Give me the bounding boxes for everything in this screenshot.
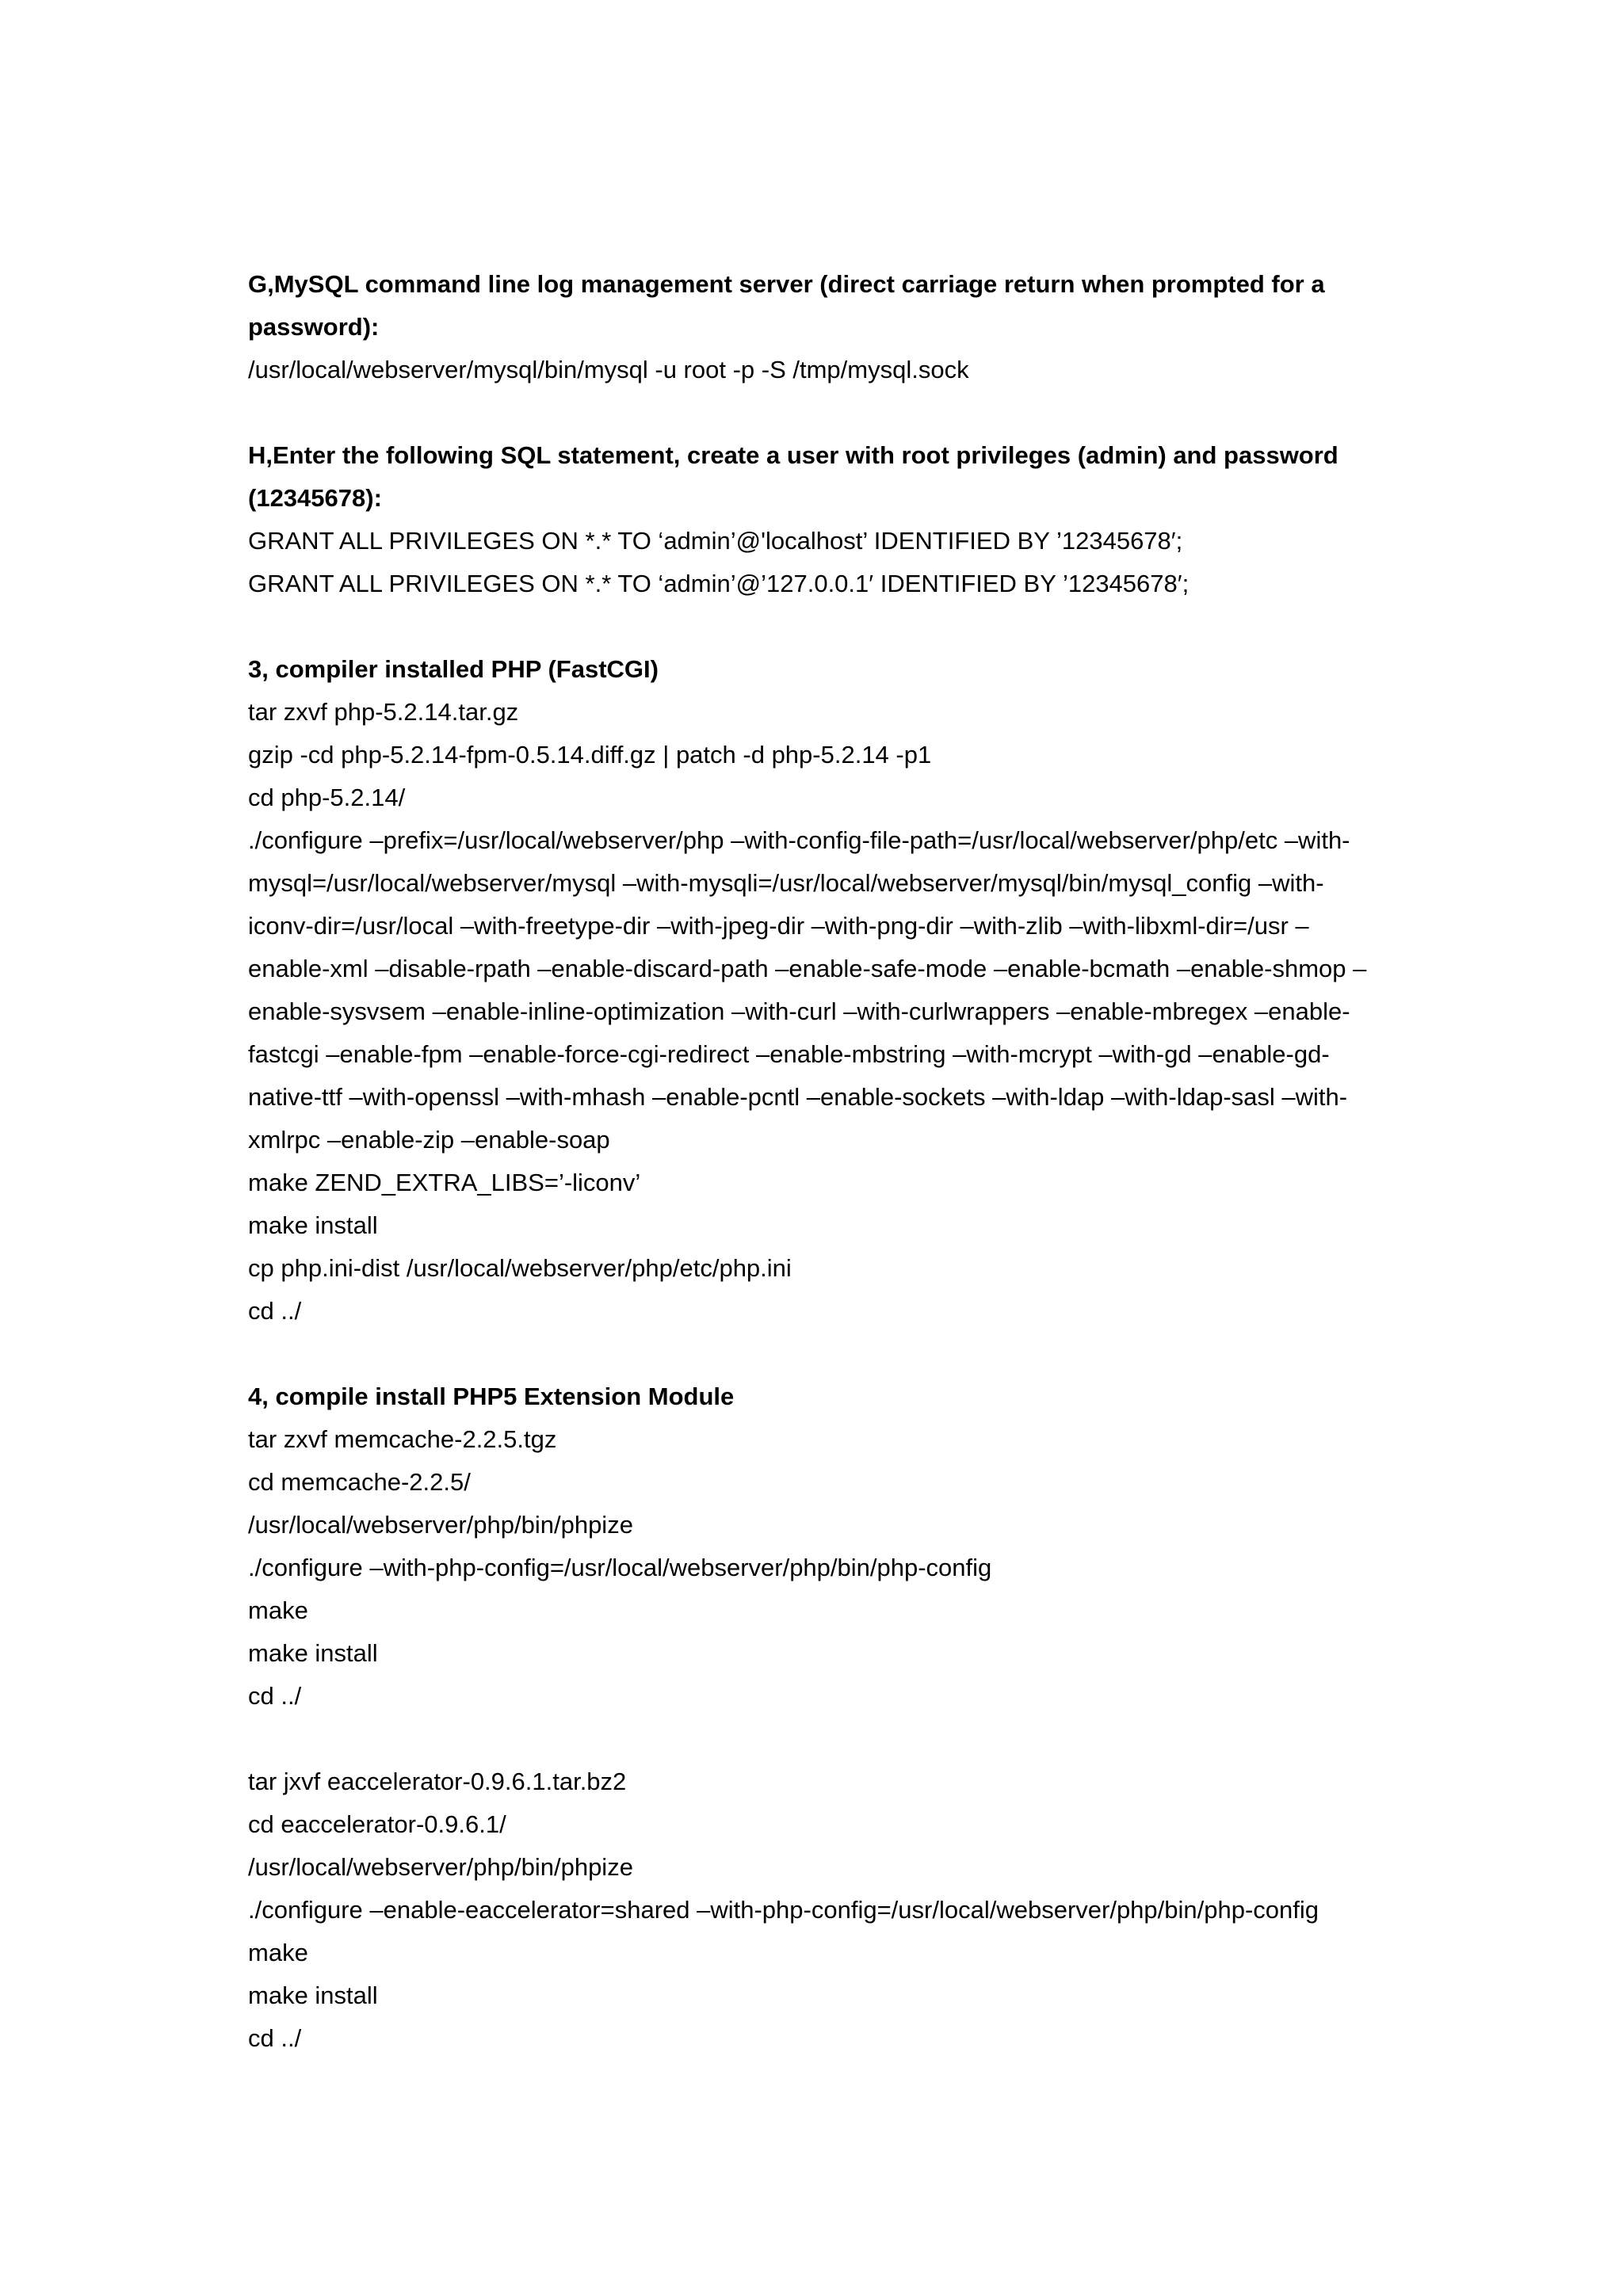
section-heading: password): [248,313,380,341]
command-line: native-ttf –with-openssl –with-mhash –enable-pcntl –enable-sockets –with-ldap –with-ldap-sasl –with- [248,1083,1348,1111]
section-mysql-login [248,263,1389,391]
command-line: cd php-5.2.14/ [248,784,406,811]
section-php-extension [248,1375,1389,1718]
command-line: ./configure –prefix=/usr/local/webserver/php –with-config-file-path=/usr/local/webserver/php/etc –with- [248,826,1350,854]
section-heading: (12345678): [248,484,382,512]
section-heading: 4, compile install PHP5 Extension Module [248,1383,735,1410]
command-line: tar zxvf memcache-2.2.5.tgz [248,1425,557,1453]
section-eaccelerator [248,1760,1389,2060]
command-line: ./configure –enable-eaccelerator=shared –with-php-config=/usr/local/webserver/php/bin/php-config [248,1896,1319,1924]
section-create-user [248,434,1389,605]
command-line: iconv-dir=/usr/local –with-freetype-dir –with-jpeg-dir –with-png-dir –with-zlib –with-libxml-dir=/usr – [248,912,1309,940]
command-line: enable-sysvsem –enable-inline-optimization –with-curl –with-curlwrappers –enable-mbregex –enable- [248,997,1350,1025]
command-line: enable-xml –disable-rpath –enable-discard-path –enable-safe-mode –enable-bcmath –enable-shmop – [248,955,1367,982]
section-compile-php [248,648,1389,1333]
command-line: cd ../ [248,2024,302,2052]
paragraph-gap [248,1333,1389,1375]
command-line: tar jxvf eaccelerator-0.9.6.1.tar.bz2 [248,1768,627,1795]
paragraph-gap [248,605,1389,648]
command-line: /usr/local/webserver/php/bin/phpize [248,1853,633,1881]
command-line: cd eaccelerator-0.9.6.1/ [248,1810,506,1838]
command-line: xmlrpc –enable-zip –enable-soap [248,1126,610,1154]
command-line: tar zxvf php-5.2.14.tar.gz [248,698,519,726]
command-line: make install [248,1639,378,1667]
command-line: make [248,1596,308,1624]
command-line: make install [248,1981,378,2009]
paragraph-gap [248,391,1389,434]
command-line: ./configure –with-php-config=/usr/local/webserver/php/bin/php-config [248,1554,992,1581]
command-line: cd ../ [248,1297,302,1325]
command-line: gzip -cd php-5.2.14-fpm-0.5.14.diff.gz | patch -d php-5.2.14 -p1 [248,741,932,769]
command-line: cp php.ini-dist /usr/local/webserver/php/etc/php.ini [248,1254,792,1282]
command-line: fastcgi –enable-fpm –enable-force-cgi-redirect –enable-mbstring –with-mcrypt –with-gd –enable-gd- [248,1040,1330,1068]
command-line: make install [248,1211,378,1239]
sql-statement: GRANT ALL PRIVILEGES ON *.* TO ‘admin’@’127.0.0.1′ IDENTIFIED BY ’12345678′; [248,570,1190,597]
command-line: make [248,1939,308,1966]
command-line: mysql=/usr/local/webserver/mysql –with-mysqli=/usr/local/webserver/mysql/bin/mysql_config –with- [248,869,1324,897]
command-line: cd ../ [248,1682,302,1710]
command-line: cd memcache-2.2.5/ [248,1468,471,1496]
section-heading: H,Enter the following SQL statement, create a user with root privileges (admin) and password [248,441,1338,469]
section-heading: 3, compiler installed PHP (FastCGI) [248,655,659,683]
paragraph-gap [248,1718,1389,1760]
command-line: /usr/local/webserver/php/bin/phpize [248,1511,633,1539]
sql-statement: GRANT ALL PRIVILEGES ON *.* TO ‘admin’@'localhost’ IDENTIFIED BY ’12345678′; [248,527,1183,555]
command-line: /usr/local/webserver/mysql/bin/mysql -u root -p -S /tmp/mysql.sock [248,356,969,383]
document-page [248,263,1389,2060]
command-line: make ZEND_EXTRA_LIBS=’-liconv’ [248,1169,641,1196]
section-heading: G,MySQL command line log management server (direct carriage return when prompted for a [248,270,1325,298]
